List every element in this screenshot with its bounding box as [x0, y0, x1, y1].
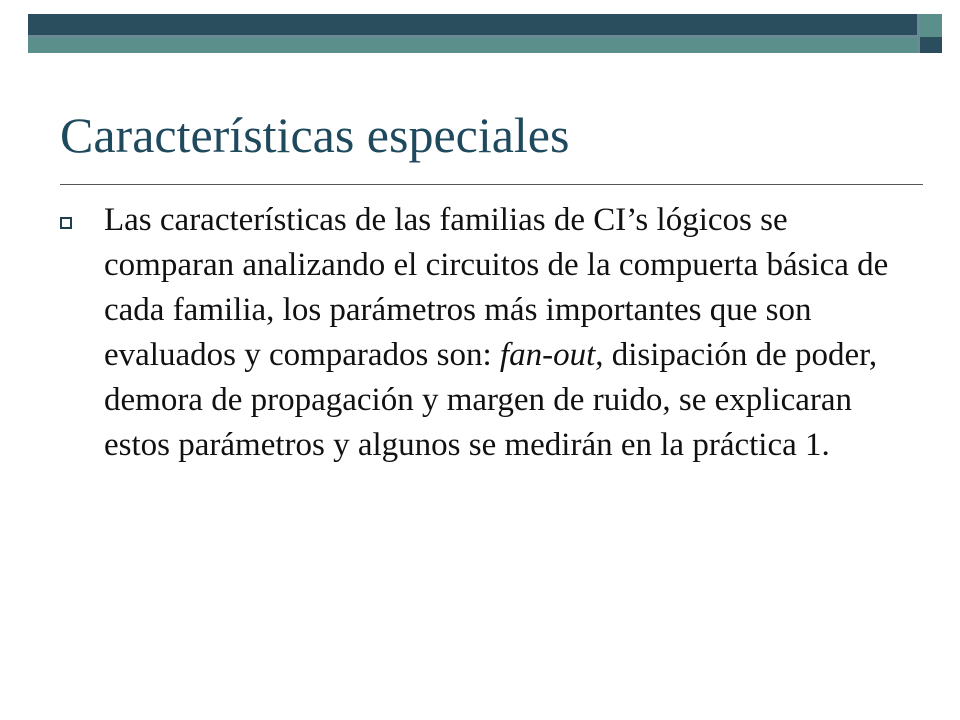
banner-corner-dark-block	[920, 37, 942, 53]
hollow-square-bullet-icon	[60, 217, 72, 229]
slide-title: Características especiales	[60, 107, 570, 163]
banner-corner-green-block	[920, 14, 942, 37]
bullet-text-part1: Las características de las familias de CI’s lógicos se comparan analizando el circuitos de la compuerta básica de cada familia, los parámetros más importantes que son evaluados y comparados son:	[104, 202, 889, 373]
header-banner	[28, 14, 942, 54]
bullet-text-part2: , disipación de poder, demora de propagación y margen de ruido, se explicaran estos parámetros y algunos se medirán en la práctica 1.	[104, 337, 878, 463]
banner-divider-horizontal	[28, 35, 918, 38]
banner-divider-vertical	[917, 14, 920, 53]
bullet-text-emphasis: fan-out	[499, 337, 596, 373]
banner-dark-block	[28, 14, 918, 37]
banner-green-block	[28, 37, 918, 53]
bullet-item	[60, 198, 920, 468]
title-underline	[60, 184, 923, 185]
bullet-text	[104, 198, 920, 468]
